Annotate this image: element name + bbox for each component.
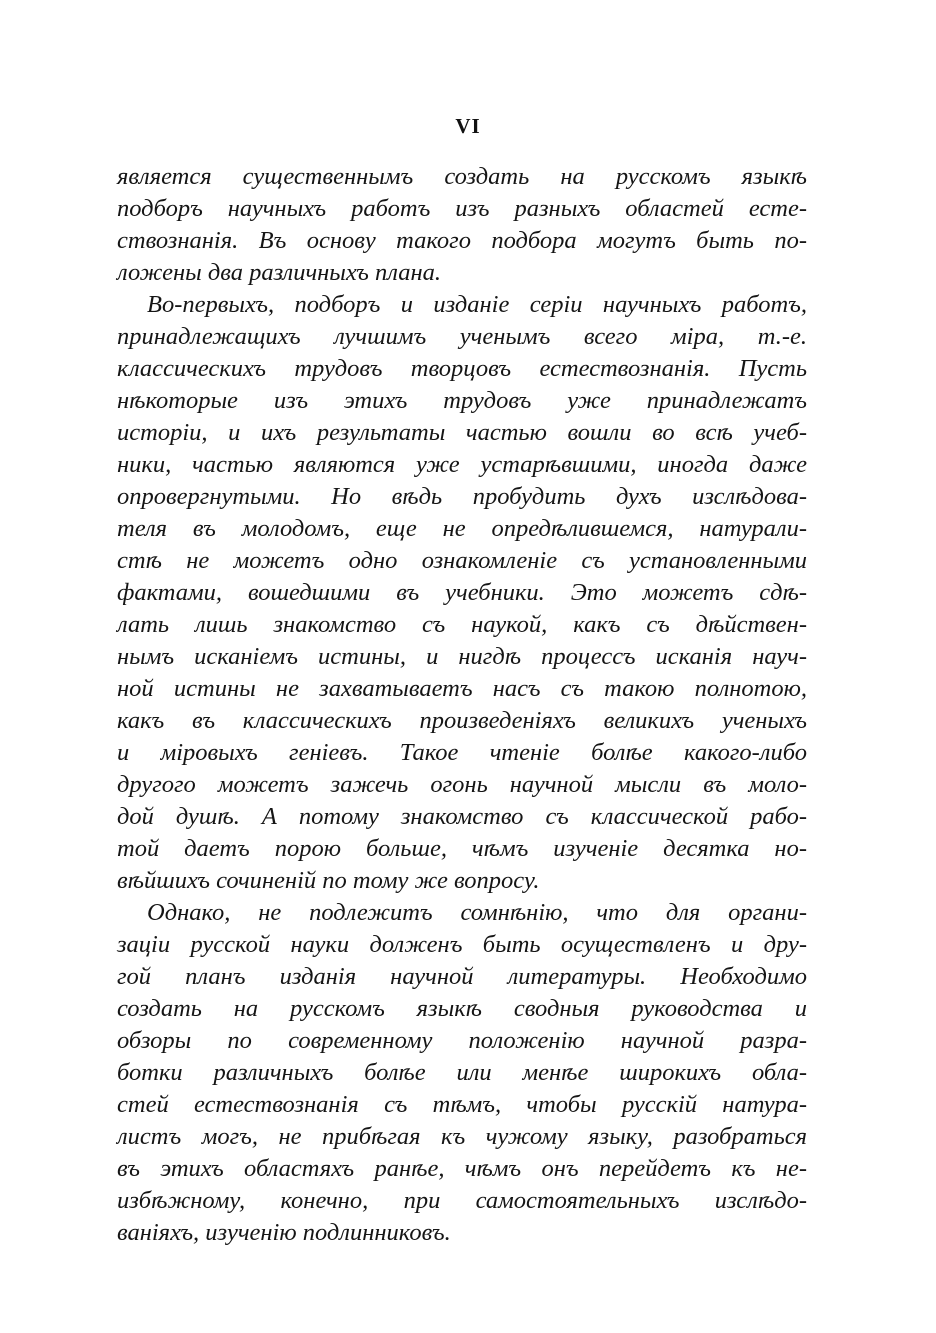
text-line: гой планъ изданія научной литературы. Необходимо [117,963,807,990]
text-line: создать на русскомъ языкѣ сводныя руководства и [117,995,807,1022]
text-line: нѣкоторые изъ этихъ трудовъ уже принадлежатъ [117,387,807,414]
text-line: заціи русской науки долженъ быть осуществленъ и дру- [117,931,807,958]
text-line: стей естествознанія съ тѣмъ, чтобы русскій натура- [117,1091,807,1118]
paragraph-1 [117,161,807,289]
text-line: ботки различныхъ болѣе или менѣе широкихъ обла- [117,1059,807,1086]
text-line: ваніяхъ, изученію подлинниковъ. [117,1219,451,1246]
text-line: ложены два различныхъ плана. [117,259,442,286]
text-line: ной истины не захватываетъ насъ съ такою полнотою, [117,675,807,702]
text-line: ники, частью являются уже устарѣвшими, иногда даже [117,451,807,478]
text-line: подборъ научныхъ работъ изъ разныхъ областей есте- [117,195,807,222]
text-line: обзоры по современному положенію научной разра- [117,1027,807,1054]
text-line: теля въ молодомъ, еще не опредѣлившемся, натурали- [117,515,807,542]
text-line: въ этихъ областяхъ ранѣе, чѣмъ онъ перейдетъ къ не- [117,1155,807,1182]
text-line: другого можетъ зажечь огонь научной мысли въ моло- [117,771,807,798]
text-line: какъ въ классическихъ произведеніяхъ великихъ ученыхъ [117,707,807,734]
body-text [117,161,807,1249]
text-line: вѣйшихъ сочиненій по тому же вопросу. [117,867,540,894]
text-line: избѣжному, конечно, при самостоятельныхъ изслѣдо- [117,1187,807,1214]
paragraph-3 [117,897,807,1249]
text-line: и міровыхъ геніевъ. Такое чтеніе болѣе какого-либо [117,739,807,766]
text-line: лать лишь знакомство съ наукой, какъ съ дѣйствен- [117,611,807,638]
text-line: фактами, вошедшими въ учебники. Это можетъ сдѣ- [117,579,807,606]
text-line: классическихъ трудовъ творцовъ естествознанія. Пусть [117,355,807,382]
text-line: стѣ не можетъ одно ознакомленіе съ установленными [117,547,807,574]
text-line: Во-первыхъ, подборъ и изданіе серіи научныхъ работъ, [147,291,807,318]
text-line: является существеннымъ создать на русскомъ языкѣ [117,163,807,190]
text-line: исторіи, и ихъ результаты частью вошли во всѣ учеб- [117,419,807,446]
text-line: дой душѣ. А потому знакомство съ классической рабо- [117,803,807,830]
text-line: листъ могъ, не прибѣгая къ чужому языку, разобраться [117,1123,807,1150]
text-line: опровергнутыми. Но вѣдь пробудить духъ изслѣдова- [117,483,807,510]
page-number: VI [455,114,481,138]
text-line: той даетъ порою больше, чѣмъ изученіе десятка но- [117,835,807,862]
text-line: принадлежащихъ лучшимъ ученымъ всего міра, т.-е. [117,323,807,350]
text-line: Однако, не подлежитъ сомнѣнію, что для органи- [147,899,807,926]
paragraph-2 [117,289,807,897]
text-line: нымъ исканіемъ истины, и нигдѣ процессъ исканія науч- [117,643,807,670]
text-line: ствознанія. Въ основу такого подбора могутъ быть по- [117,227,807,254]
